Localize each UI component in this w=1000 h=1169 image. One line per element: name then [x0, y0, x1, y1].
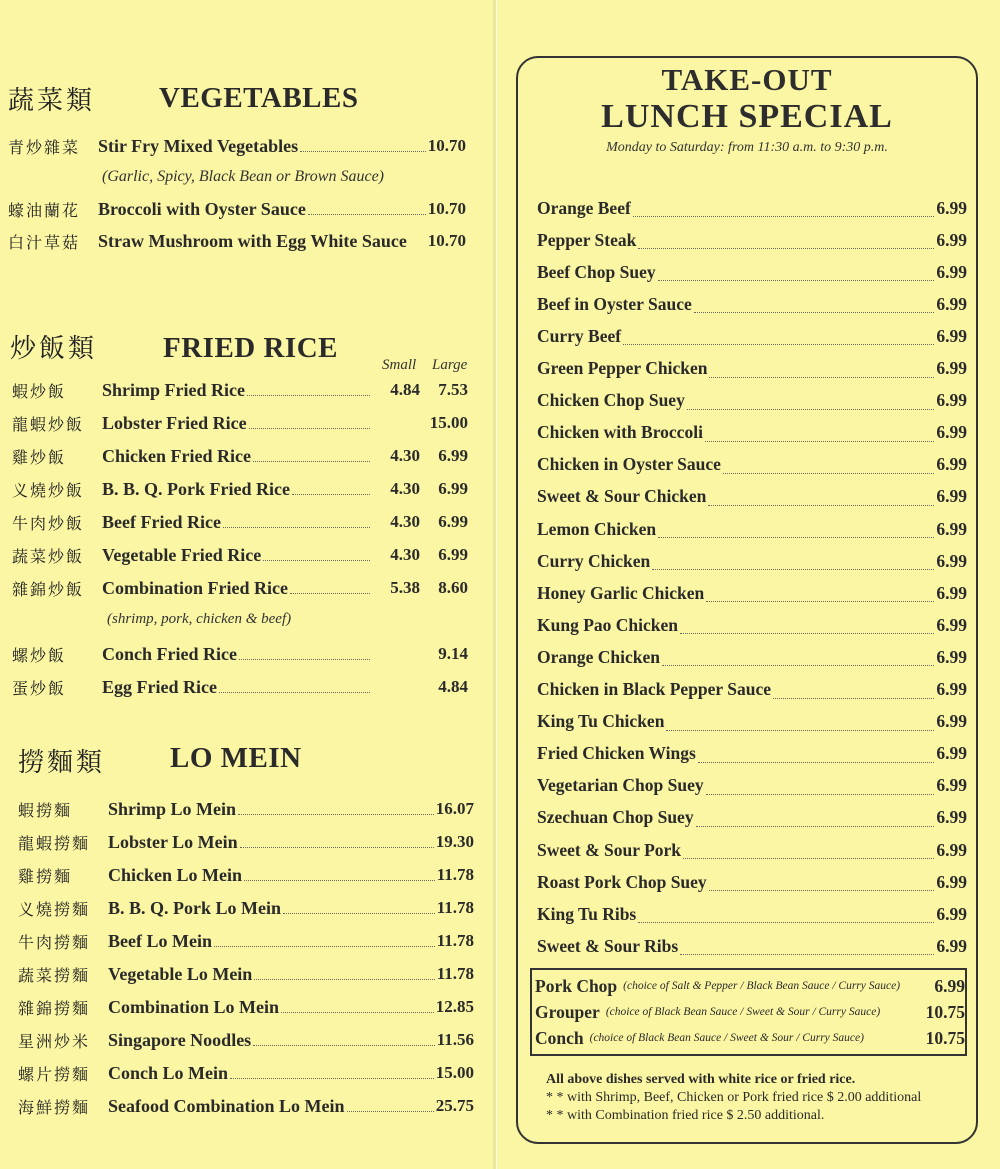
item-chinese-name: 雞撈麵: [18, 866, 73, 886]
item-chinese-name: 海鮮撈麵: [18, 1097, 91, 1117]
menu-item: [12, 673, 468, 701]
item-name-leader: [102, 677, 372, 698]
box-item-choice: (choice of Black Bean Sauce / Sweet & Sour / Curry Sauce): [605, 1006, 881, 1018]
dot-leader: [623, 344, 934, 345]
item-price-small: 4.30: [390, 545, 420, 564]
dot-leader: [706, 601, 934, 602]
item-price: 15.00: [435, 1063, 474, 1082]
item-name: Combination Fried Rice: [102, 577, 288, 598]
lo-mein-chinese-heading: 撈麵類: [18, 748, 106, 778]
item-name-leader: [98, 136, 428, 157]
lunch-item: [537, 804, 967, 832]
item-price-small: 4.84: [390, 380, 420, 399]
lunch-item-name: King Tu Chicken: [537, 711, 665, 732]
lunch-hours: Monday to Saturday: from 11:30 a.m. to 9:30 p.m.: [606, 140, 888, 155]
menu-item: [12, 409, 468, 437]
footer-fried-rice-note: * * with Shrimp, Beef, Chicken or Pork fried rice $ 2.00 additional: [546, 1090, 922, 1105]
dot-leader: [244, 880, 435, 881]
item-name: Beef Fried Rice: [102, 511, 221, 532]
lunch-item: [537, 932, 967, 960]
dot-leader: [254, 979, 434, 980]
large-column-header: Large: [432, 357, 468, 373]
item-name-leader: [108, 964, 437, 985]
item-price-large: 7.53: [438, 380, 468, 399]
dot-leader: [694, 312, 935, 313]
dot-leader: [223, 527, 370, 528]
item-price-large: 4.84: [438, 677, 468, 696]
item-chinese-name: 雞炒飯: [12, 447, 67, 467]
item-price: 12.85: [435, 997, 474, 1016]
lunch-item: [537, 387, 967, 415]
dot-leader: [219, 692, 370, 693]
combination-note: (shrimp, pork, chicken & beef): [107, 611, 292, 627]
lunch-item: [537, 258, 967, 286]
lunch-item: [537, 322, 967, 350]
lunch-item-price: 6.99: [936, 807, 967, 828]
menu-item: [18, 993, 474, 1021]
lunch-item: [537, 483, 967, 511]
vegetables-heading: VEGETABLES: [159, 82, 359, 114]
lunch-item-name: Roast Pork Chop Suey: [537, 871, 707, 892]
item-chinese-name: 螺片撈麵: [18, 1064, 91, 1084]
dot-leader: [709, 377, 934, 378]
footer-served-note: All above dishes served with white rice or fried rice.: [546, 1072, 856, 1087]
menu-item: [8, 227, 466, 255]
item-name-leader: [102, 545, 372, 566]
menu-item: [12, 508, 468, 536]
item-price: 11.78: [436, 898, 474, 917]
menu-item: [12, 541, 468, 569]
item-name-leader: [98, 199, 428, 220]
item-name-leader: [108, 997, 436, 1018]
vegetables-chinese-heading: 蔬菜類: [8, 86, 96, 116]
lunch-item-price: 6.99: [936, 518, 967, 539]
dot-leader: [633, 216, 935, 217]
menu-item: [18, 1026, 474, 1054]
item-name-leader: [102, 380, 372, 401]
lunch-item-price: 6.99: [936, 743, 967, 764]
item-chinese-name: 龍蝦撈麵: [18, 833, 91, 853]
lunch-item-name: Szechuan Chop Suey: [537, 807, 694, 828]
menu-item: [18, 960, 474, 988]
lunch-item-name: Beef in Oyster Sauce: [537, 293, 692, 314]
item-name-leader: [108, 1063, 436, 1084]
item-chinese-name: 牛肉撈麵: [18, 932, 91, 952]
item-price-small: 5.38: [390, 578, 420, 597]
lunch-item: [537, 355, 967, 383]
lunch-item-price: 6.99: [936, 486, 967, 507]
item-price-large: 6.99: [438, 512, 468, 531]
dot-leader: [698, 762, 935, 763]
box-item-choice: (choice of Black Bean Sauce / Sweet & Sour / Curry Sauce): [589, 1032, 864, 1044]
lunch-item-name: Orange Chicken: [537, 646, 660, 667]
lunch-item-price: 6.99: [936, 550, 967, 571]
item-name-leader: [108, 799, 436, 820]
item-chinese-name: 星洲炒米: [18, 1031, 91, 1051]
item-name-leader: [108, 898, 437, 919]
lunch-item-price: 6.99: [936, 679, 967, 699]
box-item-name: Grouper: [535, 1001, 600, 1022]
item-name: Combination Lo Mein: [108, 996, 280, 1017]
dot-leader: [247, 395, 370, 396]
item-name: Lobster Lo Mein: [108, 831, 238, 852]
item-price-small: 4.30: [390, 512, 420, 531]
item-chinese-name: 蔬菜炒飯: [12, 546, 85, 566]
item-chinese-name: 蠔油蘭花: [8, 200, 81, 220]
dot-leader: [253, 461, 370, 462]
item-chinese-name: 蝦撈麵: [18, 800, 73, 820]
dot-leader: [308, 214, 426, 215]
menu-item: [12, 442, 468, 470]
item-chinese-name: 蔬菜撈麵: [18, 965, 91, 985]
lunch-item: [537, 836, 967, 864]
item-name: Shrimp Lo Mein: [108, 798, 237, 819]
item-name: Shrimp Fried Rice: [102, 379, 245, 400]
dot-leader: [281, 1012, 434, 1013]
item-price: 11.56: [436, 1030, 474, 1049]
lunch-item: [537, 900, 967, 928]
menu-item: [12, 640, 468, 668]
item-name: Chicken Fried Rice: [102, 445, 251, 466]
dot-leader: [240, 847, 434, 848]
item-price-large: 9.14: [438, 644, 468, 663]
item-chinese-name: 雜錦撈麵: [18, 998, 91, 1018]
lunch-item: [537, 547, 967, 575]
lunch-item-name: Lemon Chicken: [537, 518, 657, 539]
menu-item: [12, 376, 468, 404]
item-price: 11.78: [436, 931, 474, 950]
lunch-item-price: 6.99: [936, 422, 967, 443]
dot-leader: [638, 248, 934, 249]
item-chinese-name: 蛋炒飯: [12, 678, 67, 698]
item-chinese-name: 牛肉炒飯: [12, 513, 85, 533]
box-item-name: Pork Chop: [535, 975, 618, 996]
lunch-item-price: 6.99: [936, 325, 967, 346]
lunch-item-name: Honey Garlic Chicken: [537, 582, 705, 603]
item-name-leader: [108, 1096, 436, 1117]
dot-leader: [773, 698, 934, 699]
dot-leader: [705, 441, 934, 442]
lunch-item-name: Kung Pao Chicken: [537, 614, 678, 635]
item-chinese-name: 螺炒飯: [12, 645, 67, 665]
lunch-item-price: 6.99: [936, 711, 967, 732]
item-chinese-name: 蝦炒飯: [12, 381, 67, 401]
lunch-item-price: 6.99: [936, 197, 967, 218]
menu-item: [18, 861, 474, 889]
lunch-item: [537, 611, 967, 639]
lunch-item: [537, 194, 967, 222]
lunch-item: [537, 226, 967, 254]
item-price: 10.70: [427, 136, 466, 155]
lunch-item-name: Chicken with Broccoli: [537, 422, 703, 443]
lunch-item-price: 6.99: [936, 646, 967, 667]
item-price-large: 8.60: [438, 578, 468, 597]
menu-item: [18, 1059, 474, 1087]
dot-leader: [662, 665, 934, 666]
lunch-title-line2: LUNCH SPECIAL: [601, 98, 893, 135]
lunch-item-price: 6.99: [936, 454, 967, 475]
lunch-item: [537, 579, 967, 607]
item-name: Broccoli with Oyster Sauce: [98, 198, 306, 219]
lunch-item-name: Fried Chicken Wings: [537, 743, 696, 764]
item-name: B. B. Q. Pork Lo Mein: [108, 897, 282, 918]
item-name: Chicken Lo Mein: [108, 864, 243, 885]
lunch-item: [537, 740, 967, 768]
lunch-item-price: 6.99: [936, 839, 967, 860]
item-chinese-name: 龍蝦炒飯: [12, 414, 85, 434]
box-item: [535, 973, 965, 999]
fried-rice-heading: FRIED RICE: [163, 332, 338, 364]
dot-leader: [347, 1111, 434, 1112]
lunch-item-price: 6.99: [936, 935, 967, 956]
dot-leader: [723, 473, 934, 474]
lunch-item-name: Beef Chop Suey: [537, 261, 656, 282]
dot-leader: [238, 814, 434, 815]
item-price-small: 4.30: [390, 446, 420, 465]
item-price-large: 6.99: [438, 545, 468, 564]
item-name: Conch Lo Mein: [108, 1062, 229, 1083]
dot-leader: [687, 409, 935, 410]
dot-leader: [290, 593, 370, 594]
dot-leader: [708, 505, 934, 506]
item-name-leader: [102, 512, 372, 533]
item-price: 16.07: [435, 799, 474, 818]
menu-item: [18, 795, 474, 823]
item-name: Beef Lo Mein: [108, 930, 212, 951]
lunch-item: [537, 643, 967, 671]
item-name-leader: [102, 644, 372, 665]
item-name: Singapore Noodles: [108, 1029, 252, 1050]
menu-item: [18, 1092, 474, 1120]
menu-item: [8, 195, 466, 223]
dot-leader: [239, 659, 370, 660]
lunch-item-name: Chicken in Oyster Sauce: [537, 454, 721, 475]
lunch-item: [537, 772, 967, 800]
item-chinese-name: 义燒炒飯: [12, 480, 85, 500]
dot-leader: [230, 1078, 434, 1079]
lunch-item-name: Orange Beef: [537, 197, 631, 218]
dot-leader: [696, 826, 935, 827]
box-item-name: Conch: [535, 1027, 584, 1048]
item-price-small: 4.30: [390, 479, 420, 498]
lunch-item-name: Curry Chicken: [537, 550, 651, 571]
menu-item: [12, 574, 468, 602]
item-name-leader: [102, 578, 372, 599]
dot-leader: [214, 946, 435, 947]
lunch-item-price: 6.99: [936, 261, 967, 282]
vegetables-sauce-note: (Garlic, Spicy, Black Bean or Brown Sauce): [102, 168, 384, 185]
lunch-item-name: Pepper Steak: [537, 229, 637, 250]
item-chinese-name: 雜錦炒飯: [12, 579, 85, 599]
item-chinese-name: 白汁草菇: [8, 232, 81, 252]
item-name: Seafood Combination Lo Mein: [108, 1095, 345, 1116]
lunch-item-name: Sweet & Sour Pork: [537, 839, 682, 860]
item-price: 10.70: [427, 231, 466, 250]
dot-leader: [263, 560, 370, 561]
small-column-header: Small: [382, 357, 417, 373]
lunch-item: [537, 676, 967, 704]
lunch-item-name: King Tu Ribs: [537, 903, 637, 924]
lunch-item-price: 6.99: [936, 358, 967, 378]
item-name-leader: [102, 479, 372, 500]
lunch-item-price: 6.99: [936, 582, 967, 603]
item-price: 11.78: [436, 964, 474, 983]
lunch-title-line1: TAKE-OUT: [661, 62, 833, 97]
item-price-large: 6.99: [438, 446, 468, 465]
dot-leader: [709, 890, 935, 891]
lunch-item: [537, 868, 967, 896]
lunch-item-name: Chicken Chop Suey: [537, 390, 685, 411]
item-price: 19.30: [435, 832, 474, 851]
item-price-large: 15.00: [429, 413, 468, 432]
lunch-item-price: 6.99: [936, 614, 967, 635]
dot-leader: [253, 1045, 434, 1046]
lunch-item-price: 6.99: [936, 903, 967, 924]
dot-leader: [658, 537, 934, 538]
dot-leader: [666, 730, 934, 731]
item-price-large: 6.99: [438, 479, 468, 498]
item-name: Straw Mushroom with Egg White Sauce: [98, 230, 407, 251]
item-name-leader: [102, 446, 372, 467]
lunch-item: [537, 451, 967, 479]
item-name: Conch Fried Rice: [102, 643, 237, 664]
item-chinese-name: 义燒撈麵: [18, 899, 91, 919]
dot-leader: [658, 280, 935, 281]
dot-leader: [652, 569, 934, 570]
lunch-item-price: 6.99: [936, 390, 967, 411]
lunch-item-price: 6.99: [936, 775, 967, 796]
item-name: B. B. Q. Pork Fried Rice: [102, 478, 290, 499]
page-fold-highlight: [496, 0, 497, 1169]
dot-leader: [680, 954, 934, 955]
lunch-item-name: Curry Beef: [537, 325, 622, 346]
item-name: Vegetable Fried Rice: [102, 544, 262, 565]
item-chinese-name: 青炒雜菜: [8, 137, 81, 157]
footer-combination-note: * * with Combination fried rice $ 2.50 additional.: [546, 1108, 825, 1123]
menu-item: [18, 828, 474, 856]
dot-leader: [300, 151, 426, 152]
box-item-price: 6.99: [934, 975, 965, 996]
item-name-leader: [108, 1030, 437, 1051]
menu-item: [12, 475, 468, 503]
lunch-item: [537, 290, 967, 318]
lunch-item-name: Sweet & Sour Chicken: [537, 486, 707, 507]
box-item: [535, 999, 965, 1025]
lunch-item: [537, 419, 967, 447]
lunch-item-name: Green Pepper Chicken: [537, 358, 708, 378]
item-name: Egg Fried Rice: [102, 676, 217, 697]
item-price: 11.78: [436, 865, 474, 884]
item-name-leader: [98, 231, 428, 252]
lo-mein-heading: LO MEIN: [170, 742, 302, 774]
lunch-item-name: Vegetarian Chop Suey: [537, 775, 704, 796]
lunch-item-price: 6.99: [936, 871, 967, 892]
dot-leader: [283, 913, 435, 914]
item-name-leader: [108, 832, 436, 853]
dot-leader: [292, 494, 370, 495]
dot-leader: [680, 633, 934, 634]
dot-leader: [638, 922, 934, 923]
item-name: Vegetable Lo Mein: [108, 963, 253, 984]
box-item: [535, 1025, 965, 1051]
box-item-price: 10.75: [925, 1027, 965, 1048]
item-price: 25.75: [435, 1096, 474, 1115]
lunch-item: [537, 708, 967, 736]
item-name-leader: [108, 865, 437, 886]
lunch-item: [537, 515, 967, 543]
lunch-item-price: 6.99: [936, 229, 967, 250]
menu-item: [18, 927, 474, 955]
lunch-item-price: 6.99: [936, 293, 967, 314]
lunch-item-name: Chicken in Black Pepper Sauce: [537, 679, 772, 699]
lunch-item-name: Sweet & Sour Ribs: [537, 935, 679, 956]
dot-leader: [249, 428, 370, 429]
box-item-choice: (choice of Salt & Pepper / Black Bean Sauce / Curry Sauce): [623, 980, 901, 992]
item-price: 10.70: [427, 199, 466, 218]
item-name: Stir Fry Mixed Vegetables: [98, 135, 299, 156]
fried-rice-chinese-heading: 炒飯類: [10, 334, 98, 364]
dot-leader: [683, 858, 934, 859]
item-name-leader: [102, 413, 372, 434]
box-item-price: 10.75: [925, 1001, 965, 1022]
dot-leader: [706, 794, 935, 795]
menu-item: [8, 132, 466, 160]
menu-item: [18, 894, 474, 922]
item-name-leader: [108, 931, 437, 952]
item-name: Lobster Fried Rice: [102, 412, 247, 433]
